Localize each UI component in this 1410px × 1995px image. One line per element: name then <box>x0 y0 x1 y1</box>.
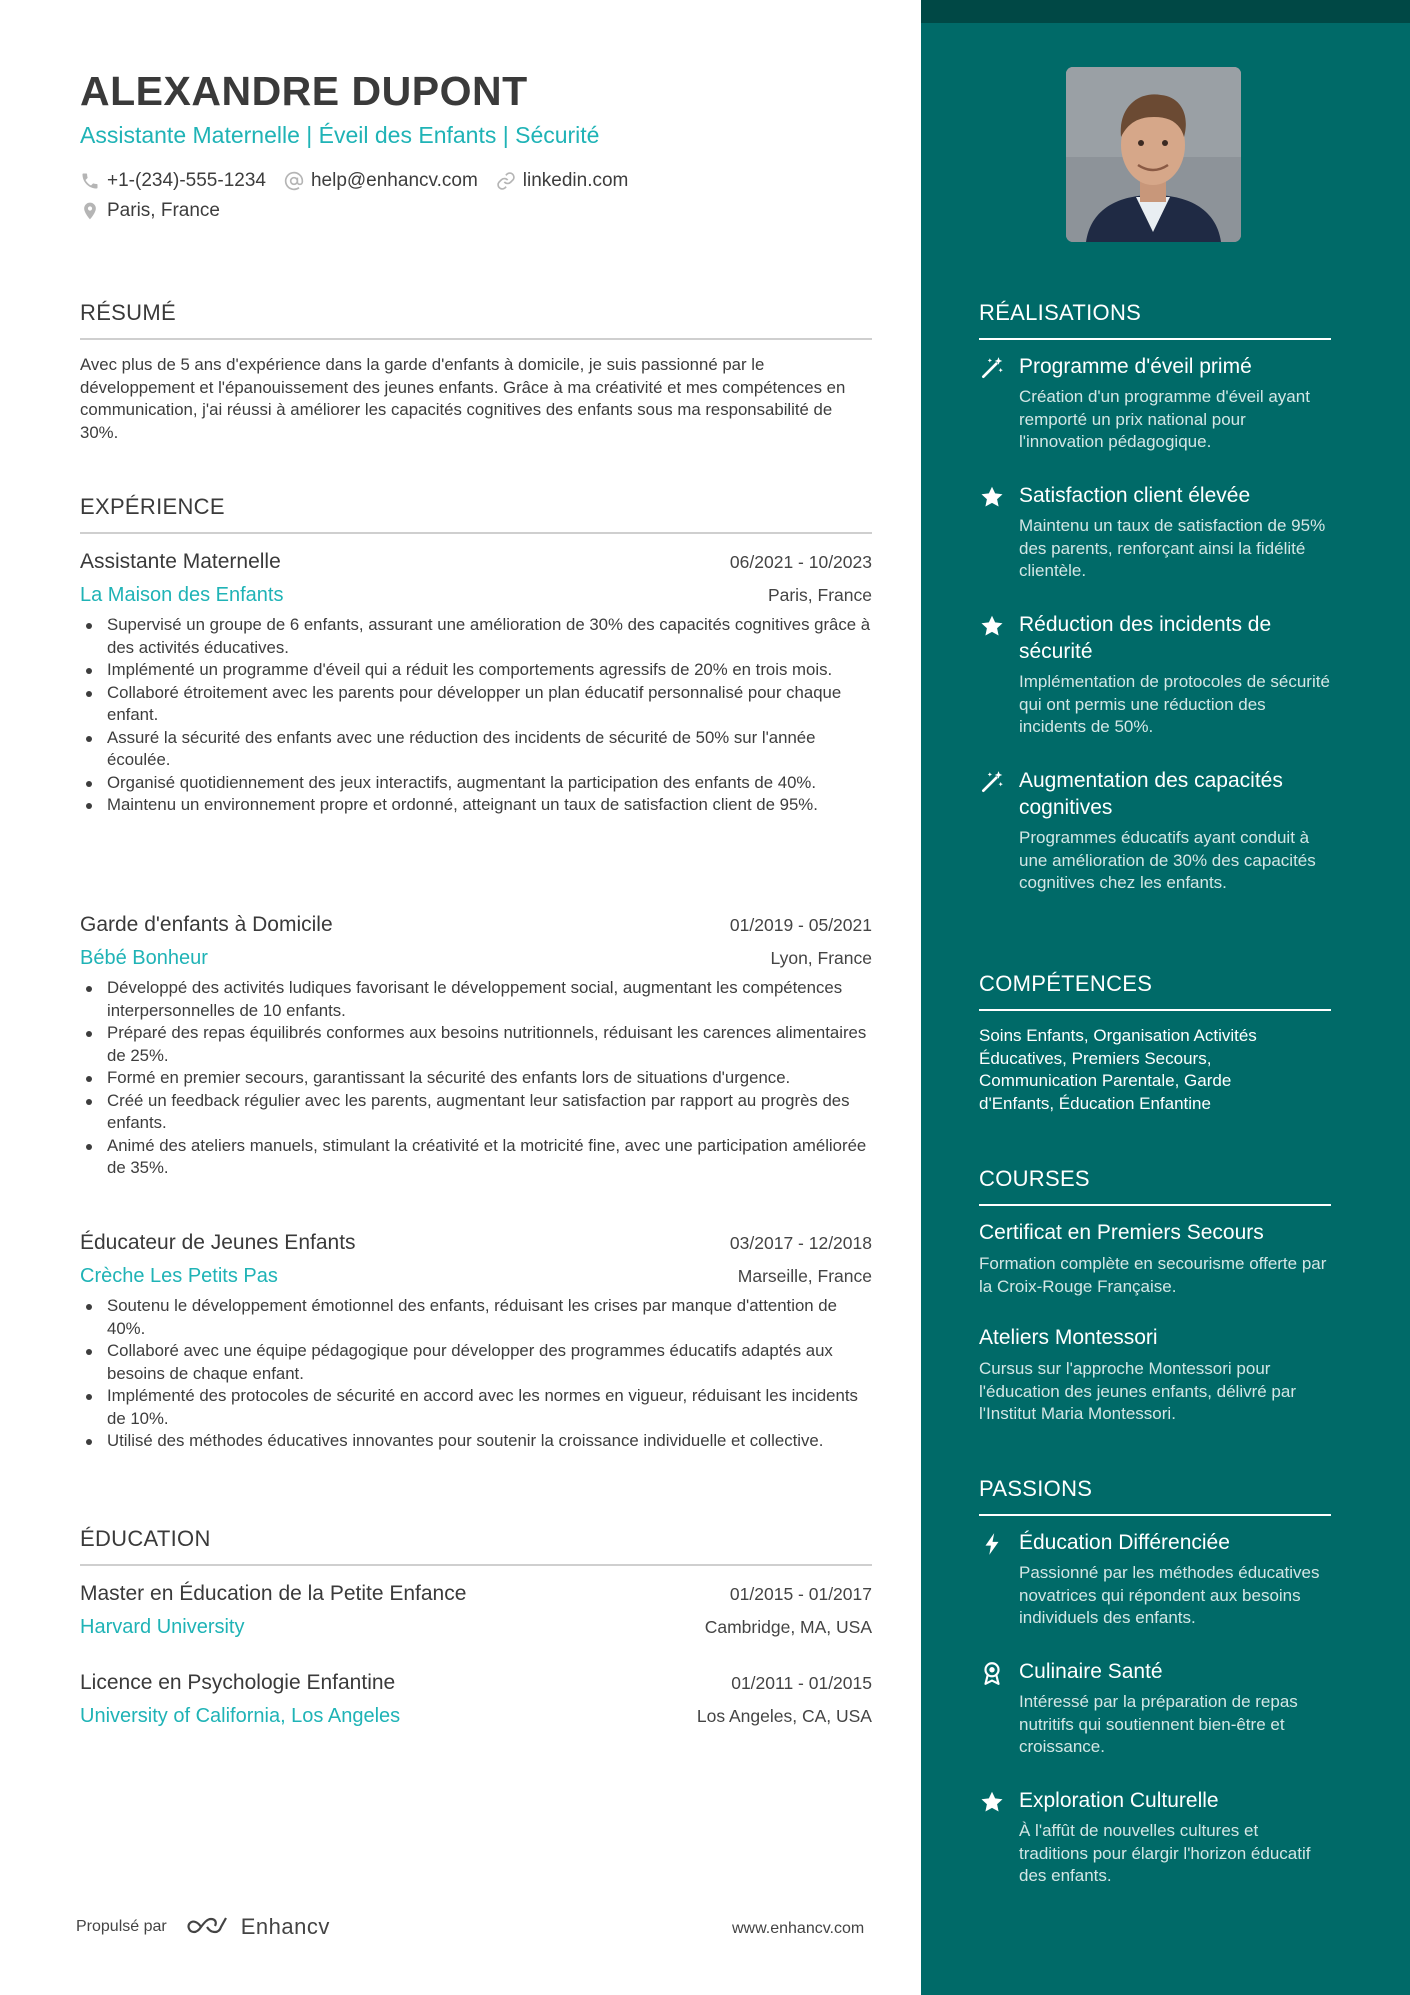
powered-by-text: Propulsé par <box>76 1918 167 1935</box>
achievement-desc: Implémentation de protocoles de sécurité qui ont permis une réduction des incidents de 50%. <box>1019 672 1330 736</box>
passion-desc: À l'affût de nouvelles cultures et traditions pour élargir l'horizon éducatif des enfants. <box>1019 1821 1311 1885</box>
passion-item <box>979 1658 1331 1759</box>
degree-title: Licence en Psychologie Enfantine <box>80 1671 396 1694</box>
school-location: Los Angeles, CA, USA <box>696 1706 872 1726</box>
achievement-item <box>979 353 1331 454</box>
star-icon <box>979 613 1005 639</box>
candidate-subtitle: Assistante Maternelle | Éveil des Enfants | Sécurité <box>80 122 600 148</box>
education-entry <box>80 1582 872 1639</box>
job-location: Lyon, France <box>770 948 872 968</box>
phone-icon <box>80 171 100 191</box>
achievements-heading: RÉALISATIONS <box>979 300 1331 340</box>
course-item <box>979 1221 1331 1298</box>
course-title: Certificat en Premiers Secours <box>979 1221 1264 1244</box>
job-dates: 01/2019 - 05/2021 <box>729 915 872 935</box>
profile-photo <box>1066 67 1241 242</box>
degree-dates: 01/2015 - 01/2017 <box>729 1584 872 1604</box>
contact-location <box>80 200 220 222</box>
candidate-name: ALEXANDRE DUPONT <box>80 68 528 114</box>
job-dates: 03/2017 - 12/2018 <box>729 1233 872 1253</box>
experience-entry <box>80 1231 872 1453</box>
school-name: University of California, Los Angeles <box>80 1705 401 1727</box>
footer-branding <box>76 1914 330 1940</box>
summary-text: Avec plus de 5 ans d'expérience dans la garde d'enfants à domicile, je suis passionné par le développement et l'épanouissement des jeunes enfants. Grâce à ma créativité et mes compétences en communication, j'ai réussi à améliorer les capacités cognitives des enfants sous ma responsabilité de 30%. <box>80 355 846 442</box>
bullet-item: Collaboré étroitement avec les parents pour développer un plan éducatif personnalisé pour chaque enfant. <box>80 682 872 727</box>
company-name: Bébé Bonheur <box>80 947 208 969</box>
bullet-item: Implémenté un programme d'éveil qui a réduit les comportements agressifs de 20% en trois mois. <box>80 659 872 682</box>
bullet-item: Animé des ateliers manuels, stimulant la créativité et la motricité fine, avec une participation améliorée de 35%. <box>80 1135 872 1180</box>
achievement-title: Augmentation des capacités cognitives <box>1019 769 1283 819</box>
sidebar-top-band <box>921 0 1410 23</box>
bullet-item: Utilisé des méthodes éducatives innovantes pour soutenir la croissance individuelle et collective. <box>80 1430 872 1453</box>
passions-heading: PASSIONS <box>979 1476 1331 1516</box>
summary-heading: RÉSUMÉ <box>80 300 872 340</box>
linkedin-text: linkedin.com <box>522 170 629 191</box>
location-text: Paris, France <box>107 200 220 221</box>
lightning-icon <box>979 1531 1005 1557</box>
star-icon <box>979 484 1005 510</box>
bullet-item: Assuré la sécurité des enfants avec une réduction des incidents de sécurité de 50% sur l'année écoulée. <box>80 727 872 772</box>
award-icon <box>979 1660 1005 1686</box>
skills-text: Soins Enfants, Organisation Activités Éducatives, Premiers Secours, Communication Parentale, Garde d'Enfants, Éducation Enfantine <box>979 1026 1257 1113</box>
job-location: Marseille, France <box>737 1266 872 1286</box>
passion-item <box>979 1529 1331 1630</box>
passion-title: Éducation Différenciée <box>1019 1531 1230 1554</box>
achievement-item <box>979 482 1331 583</box>
achievement-title: Programme d'éveil primé <box>1019 355 1252 378</box>
passion-title: Culinaire Santé <box>1019 1660 1163 1683</box>
bullet-item: Formé en premier secours, garantissant la sécurité des enfants lors de situations d'urgence. <box>80 1067 872 1090</box>
bullet-item: Implémenté des protocoles de sécurité en accord avec les normes en vigueur, réduisant les incidents de 10%. <box>80 1385 872 1430</box>
contact-linkedin[interactable] <box>496 170 629 192</box>
job-bullets <box>80 1295 872 1453</box>
achievement-desc: Maintenu un taux de satisfaction de 95% des parents, renforçant ainsi la fidélité clientèle. <box>1019 516 1326 580</box>
education-entry <box>80 1671 872 1728</box>
job-bullets <box>80 977 872 1180</box>
achievement-title: Satisfaction client élevée <box>1019 484 1251 507</box>
experience-entry <box>80 550 872 817</box>
experience-entry <box>80 913 872 1180</box>
skills-heading: COMPÉTENCES <box>979 971 1331 1011</box>
degree-dates: 01/2011 - 01/2015 <box>731 1673 872 1693</box>
location-pin-icon <box>80 201 100 221</box>
job-location: Paris, France <box>767 585 872 605</box>
bullet-item: Préparé des repas équilibrés conformes aux besoins nutritionnels, réduisant les carences alimentaires de 25%. <box>80 1022 872 1067</box>
education-heading: ÉDUCATION <box>80 1526 872 1566</box>
achievement-desc: Programmes éducatifs ayant conduit à une amélioration de 30% des capacités cognitives chez les enfants. <box>1019 828 1316 892</box>
passion-item <box>979 1787 1331 1888</box>
passion-title: Exploration Culturelle <box>1019 1789 1219 1812</box>
contact-row <box>80 170 646 192</box>
school-location: Cambridge, MA, USA <box>704 1617 872 1637</box>
experience-heading: EXPÉRIENCE <box>80 494 872 534</box>
at-icon <box>284 171 304 191</box>
contact-row-location <box>80 200 238 222</box>
passion-desc: Intéressé par la préparation de repas nutritifs qui soutiennent bien-être et croissance. <box>1019 1692 1298 1756</box>
passion-desc: Passionné par les méthodes éducatives novatrices qui répondent aux besoins individuels des enfants. <box>1019 1563 1320 1627</box>
magic-wand-icon <box>979 355 1005 381</box>
school-name: Harvard University <box>80 1616 245 1638</box>
bullet-item: Organisé quotidiennement des jeux interactifs, augmentant la participation des enfants de 40%. <box>80 772 872 795</box>
link-icon <box>496 171 516 191</box>
contact-phone[interactable] <box>80 170 266 192</box>
course-title: Ateliers Montessori <box>979 1326 1158 1349</box>
achievement-title: Réduction des incidents de sécurité <box>1019 613 1272 663</box>
course-item <box>979 1326 1331 1426</box>
course-desc: Formation complète en secourisme offerte par la Croix-Rouge Française. <box>979 1254 1327 1296</box>
course-desc: Cursus sur l'approche Montessori pour l'éducation des jeunes enfants, délivré par l'Institut Maria Montessori. <box>979 1359 1297 1423</box>
company-name: Crèche Les Petits Pas <box>80 1265 278 1287</box>
job-dates: 06/2021 - 10/2023 <box>729 552 872 572</box>
achievement-item <box>979 611 1331 739</box>
email-text: help@enhancv.com <box>310 170 478 191</box>
phone-text: +1-(234)-555-1234 <box>107 170 266 191</box>
bullet-item: Soutenu le développement émotionnel des enfants, réduisant les crises par manque d'attention de 40%. <box>80 1295 872 1340</box>
magic-wand-icon <box>979 769 1005 795</box>
job-title: Assistante Maternelle <box>80 550 281 573</box>
brand-name: Enhancv <box>240 1914 330 1939</box>
company-name: La Maison des Enfants <box>80 584 284 606</box>
job-title: Éducateur de Jeunes Enfants <box>80 1231 356 1254</box>
contact-email[interactable] <box>284 170 478 192</box>
bullet-item: Supervisé un groupe de 6 enfants, assurant une amélioration de 30% des capacités cognitives grâce à des activités éducatives. <box>80 614 872 659</box>
job-title: Garde d'enfants à Domicile <box>80 913 333 936</box>
bullet-item: Collaboré avec une équipe pédagogique pour développer des programmes éducatifs adaptés aux besoins de chaque enfant. <box>80 1340 872 1385</box>
achievement-desc: Création d'un programme d'éveil ayant remporté un prix national pour l'innovation pédagogique. <box>1019 387 1310 451</box>
sidebar <box>921 0 1410 1995</box>
star-icon <box>979 1789 1005 1815</box>
job-bullets <box>80 614 872 817</box>
bullet-item: Développé des activités ludiques favorisant le développement social, augmentant les compétences interpersonnelles de 10 enfants. <box>80 977 872 1022</box>
degree-title: Master en Éducation de la Petite Enfance <box>80 1582 467 1605</box>
main-column <box>80 0 872 1995</box>
achievement-item <box>979 767 1331 895</box>
courses-heading: COURSES <box>979 1166 1331 1206</box>
enhancv-logo-icon <box>187 1914 235 1940</box>
bullet-item: Maintenu un environnement propre et ordonné, atteignant un taux de satisfaction client de 95%. <box>80 794 872 817</box>
profile-photo-image <box>1066 67 1241 242</box>
footer-website[interactable]: www.enhancv.com <box>732 1920 865 1937</box>
bullet-item: Créé un feedback régulier avec les parents, augmentant leur satisfaction par rapport au progrès des enfants. <box>80 1090 872 1135</box>
